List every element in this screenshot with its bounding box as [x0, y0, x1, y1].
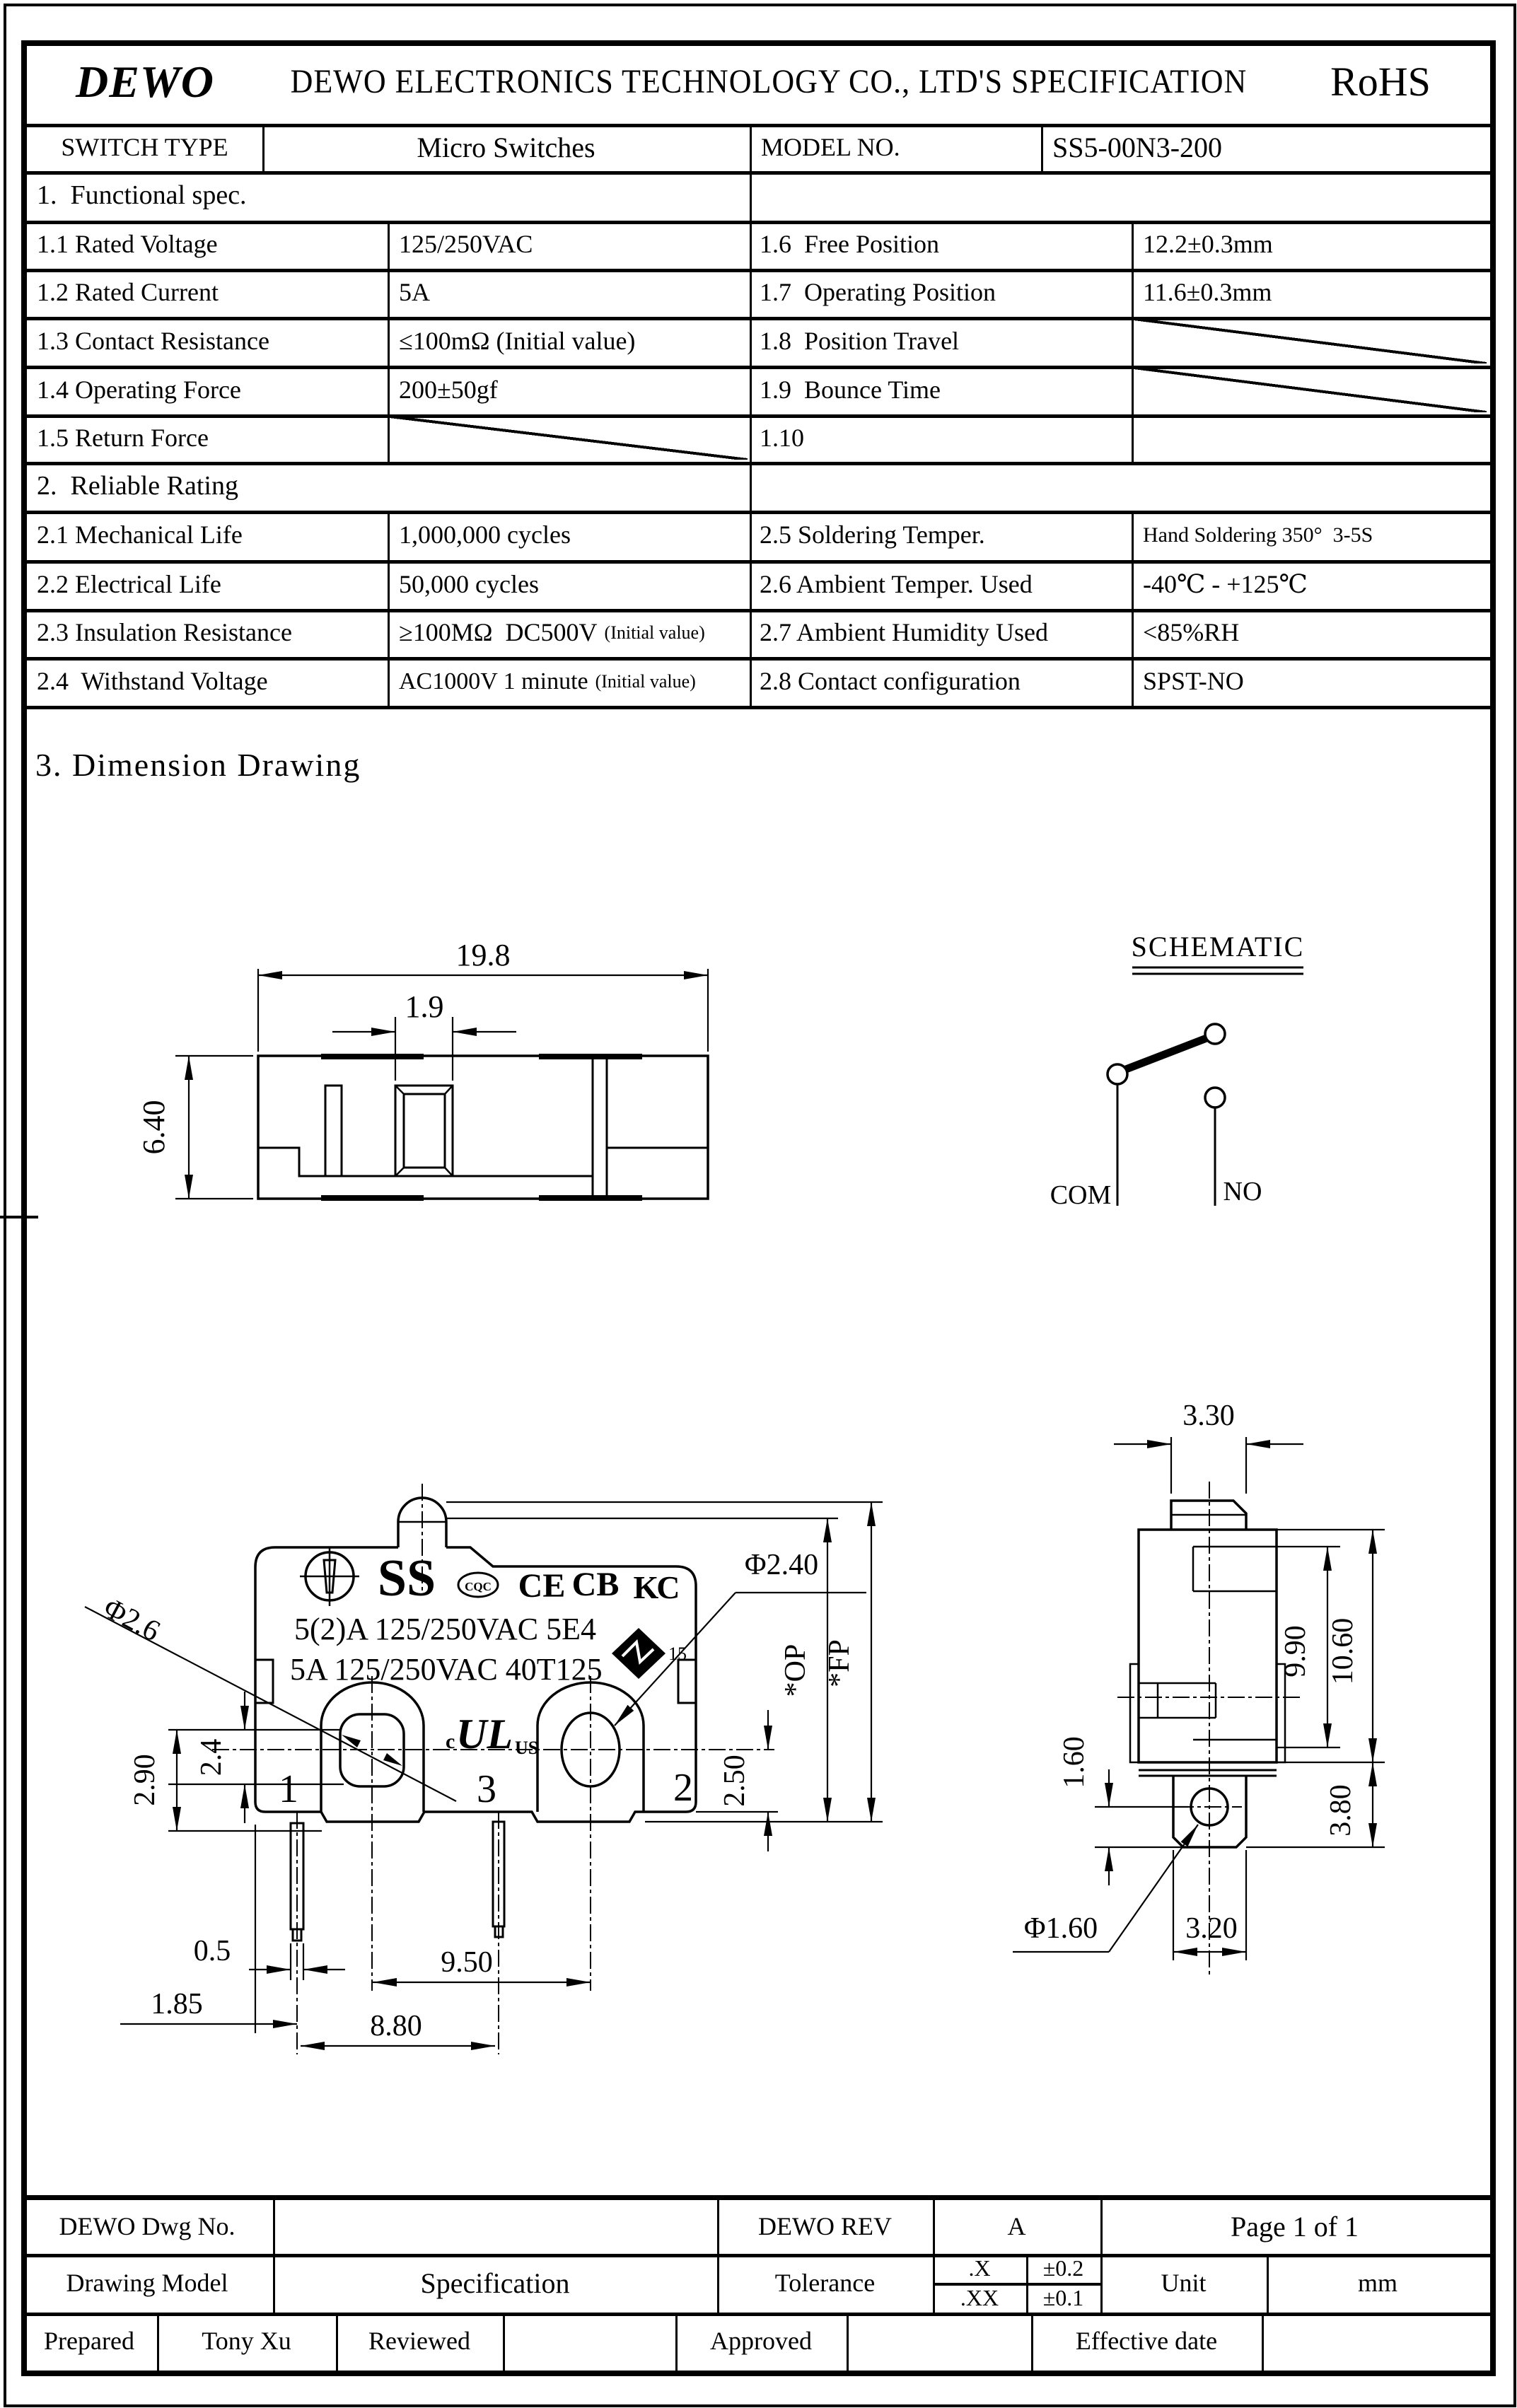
footer-prepared-label: Prepared: [44, 2327, 134, 2356]
dim-9-90: 9.90: [1279, 1625, 1312, 1677]
footer-tolerance-label: Tolerance: [774, 2268, 876, 2297]
footer-reviewed-label: Reviewed: [368, 2327, 470, 2356]
top-view-slot-dim: 1.9: [405, 989, 444, 1024]
company-logo: DEWO: [75, 57, 215, 107]
kc-logo: KC: [633, 1569, 678, 1605]
spec-value: 11.6±0.3mm: [1143, 278, 1272, 307]
footer-dwg-no-value: [273, 2200, 717, 2254]
dim-right-hole-dia: Φ2.40: [744, 1549, 819, 1581]
footer-effective-date-label: Effective date: [1075, 2327, 1218, 2356]
dim-8-80: 8.80: [370, 2010, 422, 2042]
dim-fp: *FP: [823, 1639, 856, 1687]
footer-rev-label: DEWO REV: [758, 2212, 892, 2241]
footer-tol-x-label: .X: [968, 2255, 991, 2281]
schematic-no-label: NO: [1223, 1177, 1262, 1206]
spec-label: 1.7 Operating Position: [760, 278, 996, 307]
front-view-drawing: [85, 1484, 883, 2054]
footer-unit-label: Unit: [1161, 2268, 1207, 2297]
spec-label: 1.6 Free Position: [760, 230, 940, 259]
footer-reviewed-value: [503, 2313, 675, 2371]
dim-3-20: 3.20: [1185, 1912, 1238, 1945]
ek-cert-number: 15: [668, 1644, 687, 1664]
marking-rating-line2: 5A 125/250VAC 40T125: [290, 1652, 603, 1687]
marking-ss: SS: [377, 1549, 436, 1607]
spec-value: 125/250VAC: [399, 230, 533, 259]
dim-2-90: 2.90: [129, 1754, 161, 1806]
schematic-com-label: COM: [1050, 1180, 1112, 1210]
spec-label: 2.4 Withstand Voltage: [37, 666, 268, 695]
dim-9-50: 9.50: [441, 1946, 493, 1979]
spec-label: 1.8 Position Travel: [760, 326, 960, 355]
spec-value: 1,000,000 cycles: [399, 520, 571, 549]
spec-value: 5A: [399, 278, 430, 307]
dim-0-5: 0.5: [193, 1935, 231, 1967]
footer-prepared-value: Tony Xu: [202, 2327, 291, 2356]
spec-label: 2.2 Electrical Life: [37, 569, 221, 598]
dim-2-50: 2.50: [719, 1755, 751, 1807]
dim-10-60: 10.60: [1327, 1617, 1359, 1685]
footer-effective-date-value: [1262, 2313, 1489, 2371]
footer-unit-value: mm: [1357, 2268, 1397, 2297]
ul-c-mark: c: [446, 1730, 455, 1753]
spec-label: 1.1 Rated Voltage: [37, 230, 218, 259]
spec-label: 1.2 Rated Current: [37, 278, 219, 307]
grid-line: [21, 2195, 1496, 2200]
spec-value-text: ≥100MΩ DC500V: [399, 618, 598, 647]
spec-label: 2.1 Mechanical Life: [37, 520, 243, 549]
marking-rating-line1: 5(2)A 125/250VAC 5E4: [294, 1612, 596, 1646]
footer-approved-value: [847, 2313, 1031, 2371]
dim-2-4: 2.4: [195, 1738, 228, 1776]
model-no-value: SS5-00N3-200: [1052, 131, 1223, 163]
schematic-title: SCHEMATIC: [1131, 931, 1305, 962]
ce-logo: CE: [518, 1567, 566, 1605]
spec-label: 2.7 Ambient Humidity Used: [760, 618, 1048, 647]
spec-label: 1.9 Bounce Time: [760, 375, 941, 404]
spec-value: 50,000 cycles: [399, 569, 539, 598]
footer-drawing-model-label: Drawing Model: [66, 2268, 228, 2297]
dim-3-30: 3.30: [1182, 1400, 1235, 1432]
spec-label: 1.3 Contact Resistance: [37, 326, 269, 355]
document-title: DEWO ELECTRONICS TECHNOLOGY CO., LTD'S SPECIFICATION: [290, 62, 1248, 100]
spec-label: 1.5 Return Force: [37, 423, 209, 452]
terminal-1-label: 1: [279, 1767, 298, 1811]
spec-value-note: (Initial value): [604, 622, 705, 644]
dim-tab-hole-dia: Φ1.60: [1023, 1912, 1098, 1945]
terminal-3-label: 3: [477, 1767, 496, 1811]
reliable-section-title: 2. Reliable Rating: [37, 470, 238, 501]
spec-label: 1.10: [760, 423, 804, 452]
spec-value: -40℃ - +125℃: [1143, 569, 1308, 598]
rohs-mark: RoHS: [1330, 58, 1431, 105]
switch-type-value: Micro Switches: [417, 131, 595, 163]
spec-label: 2.8 Contact configuration: [760, 666, 1021, 695]
dim-op: *OP: [779, 1644, 812, 1697]
dim-left-hole-dia: Φ2.6: [98, 1591, 165, 1648]
switch-type-label: SWITCH TYPE: [61, 132, 228, 161]
terminal-2-label: 2: [673, 1766, 693, 1810]
spec-value: 200±50gf: [399, 375, 498, 404]
spec-value-text: AC1000V 1 minute: [399, 668, 588, 694]
footer-tol-xx-label: .XX: [960, 2285, 999, 2311]
ul-logo: UL: [456, 1711, 513, 1757]
spec-value: Hand Soldering 350° 3-5S: [1143, 523, 1373, 547]
spec-label: 2.3 Insulation Resistance: [37, 618, 292, 647]
functional-section-title: 1. Functional spec.: [37, 180, 247, 211]
spec-label: 2.6 Ambient Temper. Used: [760, 569, 1033, 598]
footer-tol-x-value: ±0.2: [1042, 2255, 1084, 2281]
spec-value-note: (Initial value): [595, 670, 696, 692]
spec-value: <85%RH: [1143, 618, 1240, 647]
spec-value: 12.2±0.3mm: [1143, 230, 1273, 259]
cqc-logo: CQC: [465, 1580, 492, 1593]
model-no-label: MODEL NO.: [761, 132, 900, 161]
top-view-height-dim: 6.40: [136, 1100, 171, 1155]
footer-page-number: Page 1 of 1: [1230, 2211, 1359, 2243]
schematic-drawing: [1050, 931, 1305, 1210]
spec-label: 2.5 Soldering Temper.: [760, 520, 985, 549]
cb-logo: CB: [571, 1566, 620, 1603]
footer-dwg-no-label: DEWO Dwg No.: [59, 2212, 236, 2241]
footer-approved-label: Approved: [710, 2327, 812, 2356]
dim-1-60: 1.60: [1058, 1736, 1091, 1788]
top-view-drawing: [136, 938, 708, 1199]
top-view-width-dim: 19.8: [455, 938, 511, 972]
ul-us-mark: US: [515, 1738, 539, 1758]
dim-1-85: 1.85: [151, 1988, 203, 2020]
spec-value: ≤100mΩ (Initial value): [399, 326, 636, 355]
spec-label: 1.4 Operating Force: [37, 375, 241, 404]
dimension-section-title: 3. Dimension Drawing: [35, 747, 361, 783]
spec-value: SPST-NO: [1143, 666, 1244, 695]
footer-tol-xx-value: ±0.1: [1042, 2285, 1084, 2311]
footer-rev-value: A: [1007, 2212, 1026, 2241]
side-view-drawing: [1013, 1400, 1385, 1977]
footer-drawing-model-value: Specification: [420, 2267, 570, 2299]
dim-3-80: 3.80: [1325, 1784, 1357, 1837]
